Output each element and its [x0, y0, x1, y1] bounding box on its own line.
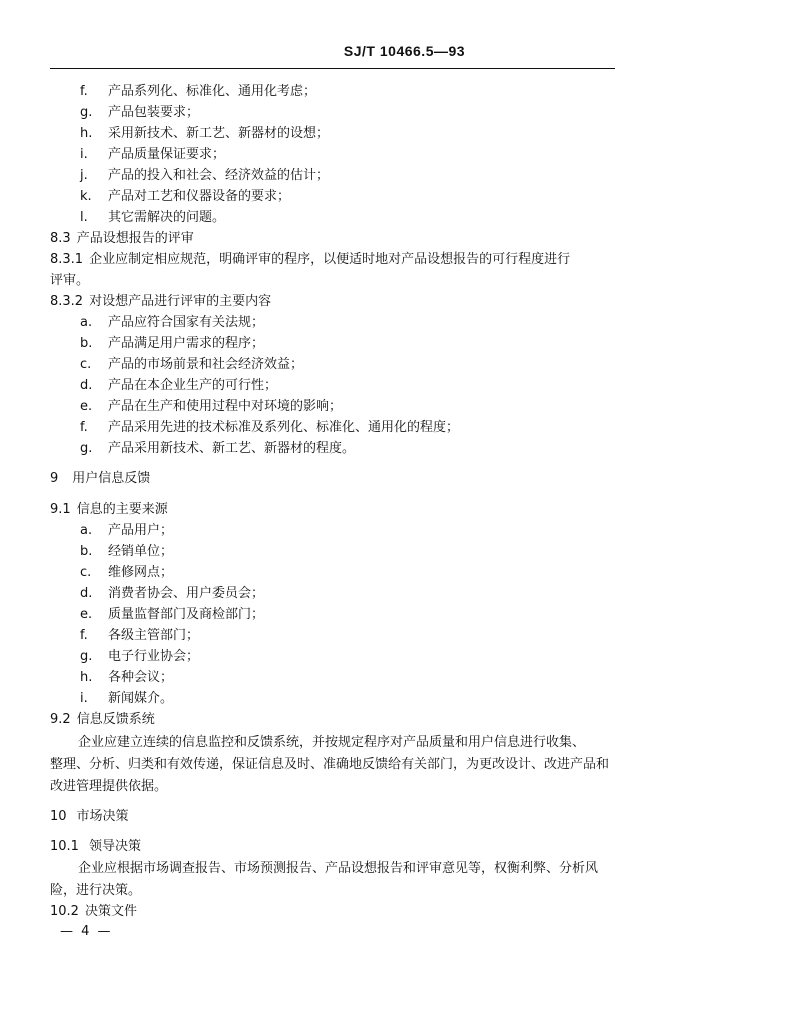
- list-label: f.: [80, 420, 88, 435]
- list-item: [80, 627, 199, 645]
- page-number: — 4 —: [60, 924, 113, 939]
- list-label: h.: [80, 126, 93, 141]
- clause-number: 8.3.2: [50, 294, 84, 309]
- list-item: [80, 146, 225, 164]
- list-label: k.: [80, 189, 92, 204]
- list-label: e.: [80, 607, 93, 622]
- section-number: 8.3: [50, 231, 71, 246]
- list-label: a.: [80, 523, 93, 538]
- section-heading-8-3: [50, 230, 194, 248]
- list-label: i.: [80, 147, 88, 162]
- list-label: g.: [80, 649, 93, 664]
- list-text: 各种会议；: [108, 670, 174, 685]
- list-item: [80, 125, 329, 143]
- list-text: 产品满足用户需求的程序；: [108, 336, 265, 351]
- list-text: 采用新技术、新工艺、新器材的设想；: [108, 126, 330, 141]
- list-item: [80, 606, 264, 624]
- list-item: [80, 522, 173, 540]
- clause-number: 8.3.1: [50, 252, 84, 267]
- chapter-title: 市场决策: [76, 809, 129, 824]
- list-text: 其它需解决的问题。: [108, 210, 226, 225]
- section-heading-9-1: [50, 501, 168, 519]
- list-item: [80, 83, 316, 101]
- section-title: 信息的主要来源: [76, 502, 168, 517]
- clause-8-3-2: [50, 293, 271, 311]
- list-text: 产品采用新技术、新工艺、新器材的程度。: [108, 441, 356, 456]
- list-text: 产品质量保证要求；: [108, 147, 226, 162]
- list-text: 产品采用先进的技术标准及系列化、标准化、通用化的程度；: [108, 420, 460, 435]
- section-number: 10.1: [50, 839, 79, 854]
- clause-text: 企业应制定相应规范，明确评审的程序，以便适时地对产品设想报告的可行程度进行: [89, 252, 571, 267]
- list-item: [80, 356, 303, 374]
- list-label: j.: [80, 168, 88, 183]
- list-label: b.: [80, 336, 93, 351]
- list-text: 产品在本企业生产的可行性；: [108, 378, 278, 393]
- list-label: d.: [80, 378, 93, 393]
- list-label: g.: [80, 441, 93, 456]
- list-item: [80, 104, 199, 122]
- document-code-header: SJ/T 10466.5—93: [343, 43, 466, 59]
- section-number: 10.2: [50, 904, 79, 919]
- list-item: [80, 188, 290, 206]
- section-heading-9-2: [50, 711, 155, 729]
- list-text: 产品用户；: [108, 523, 174, 538]
- list-text: 产品对工艺和仪器设备的要求；: [108, 189, 291, 204]
- section-number: 9.2: [50, 712, 71, 727]
- list-label: c.: [80, 357, 92, 372]
- list-item: [80, 648, 199, 666]
- list-label: e.: [80, 399, 93, 414]
- list-text: 电子行业协会；: [108, 649, 200, 664]
- section-title: 领导决策: [88, 839, 141, 854]
- list-text: 维修网点；: [108, 565, 174, 580]
- list-text: 经销单位；: [108, 544, 174, 559]
- chapter-heading-10: [50, 808, 129, 826]
- list-text: 产品的投入和社会、经济效益的估计；: [108, 168, 330, 183]
- section-number: 9.1: [50, 502, 71, 517]
- list-item: [80, 167, 329, 185]
- list-item: [80, 440, 355, 458]
- list-item: [80, 398, 342, 416]
- list-text: 各级主管部门；: [108, 628, 200, 643]
- list-label: c.: [80, 565, 92, 580]
- list-label: d.: [80, 586, 93, 601]
- list-item: [80, 335, 264, 353]
- list-item: [80, 314, 264, 332]
- list-label: b.: [80, 544, 93, 559]
- section-heading-10-2: [50, 903, 137, 921]
- list-text: 新闻媒介。: [108, 691, 174, 706]
- paragraph-line: 企业应根据市场调查报告、市场预测报告、产品设想报告和评审意见等，权衡利弊、分析风: [78, 861, 599, 876]
- list-label: f.: [80, 628, 88, 643]
- section-title: 决策文件: [84, 904, 137, 919]
- paragraph-line: 改进管理提供依据。: [50, 779, 168, 794]
- clause-title: 对设想产品进行评审的主要内容: [89, 294, 272, 309]
- list-item: [80, 377, 277, 395]
- chapter-heading-9: [50, 470, 150, 488]
- section-title: 信息反馈系统: [76, 712, 155, 727]
- list-item: [80, 564, 173, 582]
- clause-8-3-1-continuation: 评审。: [50, 273, 90, 288]
- paragraph-line: 险，进行决策。: [50, 883, 142, 898]
- list-text: 产品的市场前景和社会经济效益；: [108, 357, 304, 372]
- list-text: 消费者协会、用户委员会；: [108, 586, 265, 601]
- list-label: f.: [80, 84, 88, 99]
- chapter-number: 10: [50, 809, 67, 824]
- header-rule: [50, 68, 615, 69]
- list-text: 产品包装要求；: [108, 105, 200, 120]
- paragraph-line: 企业应建立连续的信息监控和反馈系统，并按规定程序对产品质量和用户信息进行收集、: [78, 735, 586, 750]
- list-item: [80, 690, 173, 708]
- list-label: a.: [80, 315, 93, 330]
- chapter-number: 9: [50, 471, 59, 486]
- list-label: l.: [80, 210, 88, 225]
- list-text: 产品应符合国家有关法规；: [108, 315, 265, 330]
- list-item: [80, 585, 264, 603]
- clause-8-3-1: [50, 251, 570, 269]
- list-text: 产品系列化、标准化、通用化考虑；: [108, 84, 317, 99]
- list-item: [80, 209, 225, 227]
- list-label: h.: [80, 670, 93, 685]
- list-item: [80, 543, 173, 561]
- section-title: 产品设想报告的评审: [76, 231, 194, 246]
- list-item: [80, 669, 173, 687]
- paragraph-line: 整理、分析、归类和有效传递，保证信息及时、准确地反馈给有关部门，为更改设计、改进产品和: [50, 757, 610, 772]
- section-heading-10-1: [50, 838, 141, 856]
- list-label: i.: [80, 691, 88, 706]
- list-item: [80, 419, 459, 437]
- list-text: 质量监督部门及商检部门；: [108, 607, 265, 622]
- list-text: 产品在生产和使用过程中对环境的影响；: [108, 399, 343, 414]
- chapter-title: 用户信息反馈: [72, 471, 151, 486]
- list-label: g.: [80, 105, 93, 120]
